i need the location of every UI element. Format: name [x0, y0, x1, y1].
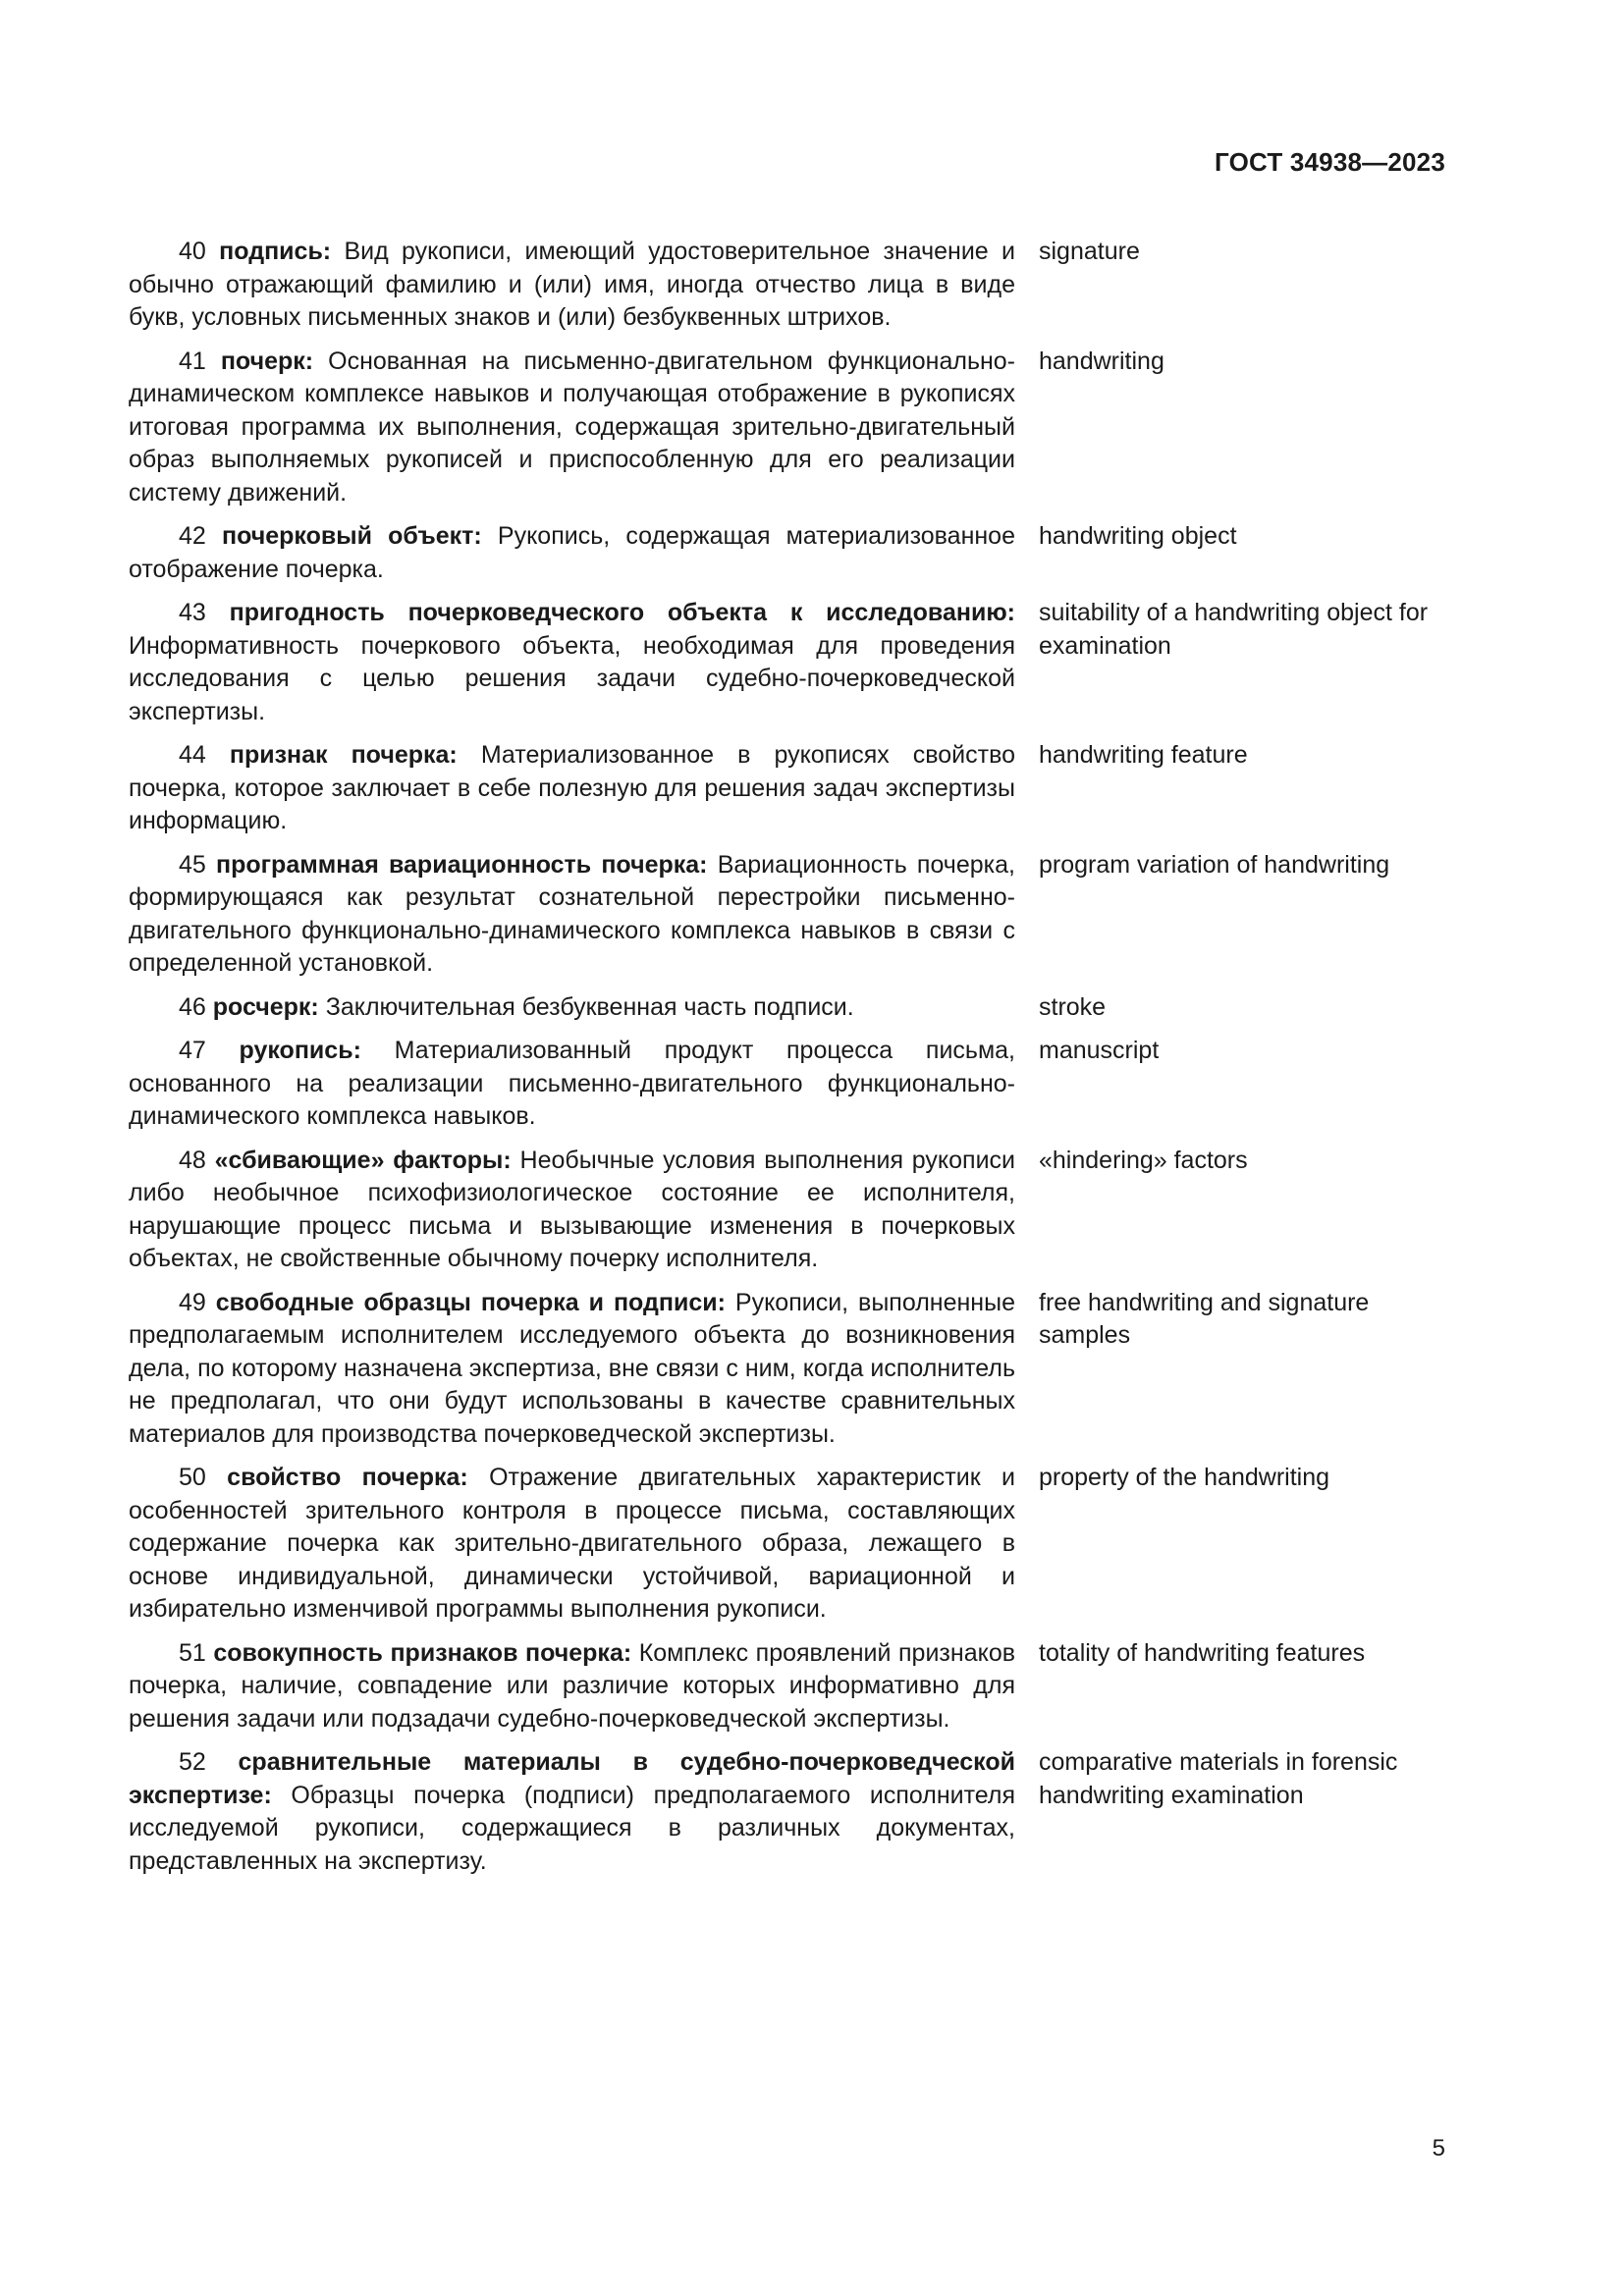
term-definition-ru	[129, 520, 1015, 586]
term-entry	[129, 1637, 1444, 1736]
term-word: программная вариационность почерка:	[216, 850, 708, 879]
term-entry	[129, 1287, 1444, 1452]
term-number: 40	[179, 238, 206, 265]
page-number: 5	[1432, 2135, 1445, 2162]
term-definition-ru	[129, 346, 1015, 510]
term-definition-ru	[129, 1637, 1015, 1736]
term-definition-ru	[129, 1462, 1015, 1627]
term-definition-text: Рукописи, выполненные предполагаемым исполнителем исследуемого объекта до возникновения дела, по которому назначена экспертиза, вне связи с ним, когда исполнитель не предполагал, что они будут использованы в качестве сравнительных материалов для производства почерковедческой экспертизы.	[129, 1288, 1015, 1448]
term-definition-ru	[129, 739, 1015, 838]
term-definition-text: Образцы почерка (подписи) предполагаемого исполнителя исследуемой рукописи, содержащиеся в различных документах, представленных на экспертизу.	[129, 1781, 1015, 1875]
term-english-equivalent: signature	[1039, 238, 1140, 265]
term-definition-text: Необычные условия выполнения рукописи либо необычное психофизиологическое состояние ее исполнителя, нарушающие процесс письма и вызывающие изменения в почерковых объектах, не свойственные обычному почерку исполнителя.	[129, 1146, 1015, 1272]
term-word: сравнительные материалы в судебно-почерковедческой экспертизе:	[129, 1748, 1015, 1809]
term-word: свойство почерка:	[227, 1464, 468, 1491]
term-word: свободные образцы почерка и подписи:	[215, 1288, 726, 1316]
term-english-equivalent: totality of handwriting features	[1039, 1638, 1366, 1667]
term-definition-ru	[129, 1746, 1015, 1878]
term-english-equivalent: handwriting	[1039, 347, 1164, 375]
term-number: 41	[179, 347, 206, 375]
term-number: 46	[179, 992, 206, 1021]
term-english-equivalent: property of the handwriting	[1039, 1464, 1330, 1491]
term-number: 42	[179, 522, 206, 550]
term-number: 43	[179, 599, 206, 626]
term-number: 51	[179, 1638, 206, 1667]
term-entry	[129, 991, 1444, 1025]
term-definition-ru	[129, 1145, 1015, 1276]
term-english-equivalent: manuscript	[1039, 1037, 1160, 1064]
term-number: 50	[179, 1464, 206, 1491]
term-word: почерковый объект:	[221, 522, 482, 550]
term-number: 44	[179, 741, 206, 769]
term-definition-text: Информативность почеркового объекта, необходимая для проведения исследования с целью решения задачи судебно-почерковедческой экспертизы.	[129, 631, 1015, 725]
term-word: подпись:	[219, 238, 332, 265]
term-definition-ru	[129, 849, 1015, 981]
term-entry	[129, 597, 1444, 728]
term-entry	[129, 849, 1444, 981]
term-english-equivalent: handwriting object	[1039, 522, 1237, 550]
term-definition-text: Основанная на письменно-двигательном функционально-динамическом комплексе навыков и получающая отображение в рукописях итоговая программа их выполнения, содержащая зрительно-двигательный образ выполняемых рукописей и приспособленную для его реализации систему движений.	[129, 347, 1016, 507]
term-entry	[129, 236, 1444, 335]
term-definition-text: Материализованное в рукописях свойство почерка, которое заключает в себе полезную для решения задач экспертизы информацию.	[129, 741, 1015, 834]
term-definition-text: Вариационность почерка, формирующаяся как результат сознательной перестройки письменно-двигательного функционально-динамического комплекса навыков в связи с определенной установкой.	[129, 850, 1015, 977]
term-definition-text: Материализованный продукт процесса письма, основанного на реализации письменно-двигательного функционально-динамического комплекса навыков.	[129, 1037, 1015, 1130]
term-number: 48	[179, 1146, 206, 1174]
term-english-equivalent: «hindering» factors	[1039, 1146, 1248, 1174]
term-entry	[129, 1035, 1444, 1134]
term-word: совокупность признаков почерка:	[213, 1638, 632, 1667]
term-definition-ru	[129, 1287, 1015, 1452]
term-number: 47	[179, 1037, 206, 1064]
term-number: 45	[179, 850, 206, 879]
term-number: 49	[179, 1288, 206, 1316]
term-word: рукопись:	[239, 1037, 361, 1064]
term-word: «сбивающие» факторы:	[214, 1146, 512, 1174]
term-definition-text: Вид рукописи, имеющий удостоверительное значение и обычно отражающий фамилию и (или) имя, иногда отчество лица в виде букв, условных письменных знаков и (или) безбуквенных штрихов.	[129, 238, 1016, 331]
term-entry	[129, 1462, 1444, 1627]
term-definition-ru	[129, 236, 1015, 335]
term-english-equivalent: stroke	[1039, 992, 1107, 1021]
term-english-equivalent: free handwriting and signature samples	[1039, 1288, 1370, 1349]
term-definition-text: Рукопись, содержащая материализованное отображение почерка.	[129, 522, 1015, 583]
terms-list	[129, 236, 1444, 1889]
term-entry	[129, 520, 1444, 586]
document-code: ГОСТ 34938—2023	[1215, 147, 1445, 177]
term-definition-ru	[129, 991, 1015, 1025]
term-entry	[129, 1145, 1444, 1276]
term-word: росчерк:	[212, 992, 319, 1021]
term-definition-ru	[129, 1035, 1015, 1134]
term-definition-ru	[129, 597, 1015, 728]
term-word: признак почерка:	[229, 741, 458, 769]
term-definition-text: Заключительная безбуквенная часть подписи.	[325, 992, 854, 1021]
term-word: пригодность почерковедческого объекта к исследованию:	[229, 599, 1015, 626]
term-english-equivalent: handwriting feature	[1039, 741, 1248, 769]
term-english-equivalent: comparative materials in forensic handwriting examination	[1039, 1748, 1398, 1809]
term-definition-text: Комплекс проявлений признаков почерка, наличие, совпадение или различие которых информативно для решения задачи или подзадачи судебно-почерковедческой экспертизы.	[129, 1638, 1015, 1733]
term-english-equivalent: suitability of a handwriting object for examination	[1039, 599, 1429, 660]
term-english-equivalent: program variation of handwriting	[1039, 850, 1390, 879]
term-entry	[129, 739, 1444, 838]
term-word: почерк:	[220, 347, 314, 375]
term-entry	[129, 1746, 1444, 1878]
term-definition-text: Отражение двигательных характеристик и особенностей зрительного контроля в процессе письма, составляющих содержание почерка как зрительно-двигательного образа, лежащего в основе индивидуальной, динамически устойчивой, вариационной и избирательно изменчивой программы выполнения рукописи.	[129, 1464, 1015, 1623]
term-number: 52	[179, 1748, 206, 1776]
term-entry	[129, 346, 1444, 510]
